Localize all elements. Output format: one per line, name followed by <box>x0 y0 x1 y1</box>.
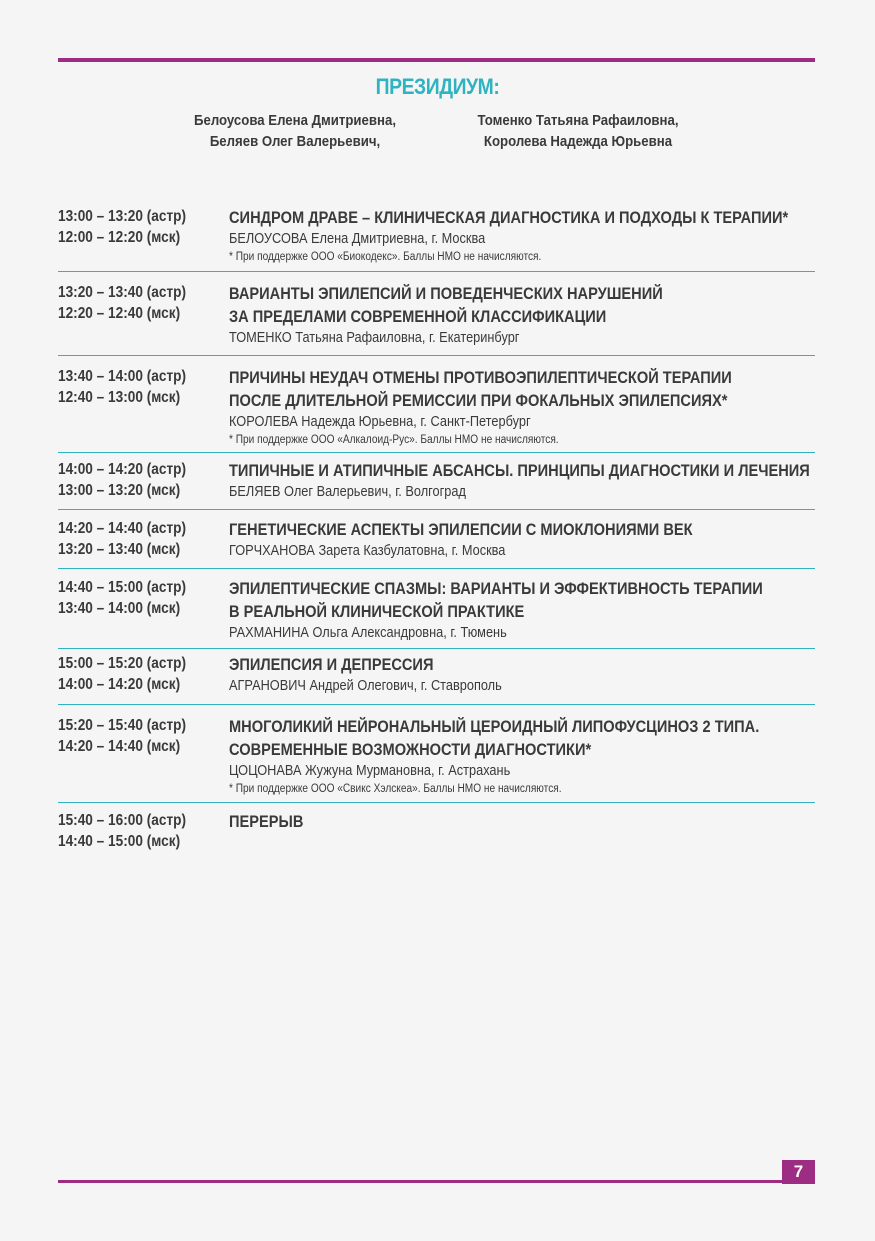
presidium-left-column <box>160 110 430 152</box>
talk-title: ЭПИЛЕПТИЧЕСКИЕ СПАЗМЫ: ВАРИАНТЫ И ЭФФЕКТИВНОСТЬ ТЕРАПИИ <box>229 579 763 598</box>
time-astrakhan: 13:20 – 13:40 (астр) <box>58 284 186 301</box>
page-number: 7 <box>782 1160 815 1184</box>
program-session <box>58 512 815 569</box>
talk-title: МНОГОЛИКИЙ НЕЙРОНАЛЬНЫЙ ЦЕРОИДНЫЙ ЛИПОФУСЦИНОЗ 2 ТИПА. <box>229 717 760 736</box>
time-moscow: 12:20 – 12:40 (мск) <box>58 305 181 322</box>
session-times <box>58 715 203 757</box>
time-moscow: 12:00 – 12:20 (мск) <box>58 229 181 246</box>
sponsor-note: * При поддержке ООО «Алкалоид-Рус». Баллы НМО не начисляются. <box>229 434 559 446</box>
time-astrakhan: 13:40 – 14:00 (астр) <box>58 368 186 385</box>
session-details <box>229 577 829 643</box>
program-session <box>58 804 815 864</box>
presidium-right-column <box>440 110 716 152</box>
time-astrakhan: 15:40 – 16:00 (астр) <box>58 812 186 829</box>
session-details <box>229 206 829 266</box>
session-times <box>58 577 203 619</box>
program-session <box>58 647 815 705</box>
session-details <box>229 715 829 798</box>
talk-title: В РЕАЛЬНОЙ КЛИНИЧЕСКОЙ ПРАКТИКЕ <box>229 602 525 621</box>
program-session <box>58 709 815 803</box>
talk-title: ГЕНЕТИЧЕСКИЕ АСПЕКТЫ ЭПИЛЕПСИИ С МИОКЛОНИЯМИ ВЕК <box>229 520 693 539</box>
presidium-member: Белоусова Елена Дмитриевна, <box>193 112 396 129</box>
time-moscow: 13:00 – 13:20 (мск) <box>58 482 181 499</box>
sponsor-note: * При поддержке ООО «Биокодекс». Баллы НМО не начисляются. <box>229 251 542 263</box>
session-times <box>58 282 203 324</box>
presidium-member: Королева Надежда Юрьевна <box>483 133 673 150</box>
time-astrakhan: 15:00 – 15:20 (астр) <box>58 655 186 672</box>
presidium-title: ПРЕЗИДИУМ: <box>375 74 500 99</box>
time-moscow: 13:40 – 14:00 (мск) <box>58 600 181 617</box>
time-astrakhan: 13:00 – 13:20 (астр) <box>58 208 186 225</box>
session-times <box>58 206 203 248</box>
talk-title: ВАРИАНТЫ ЭПИЛЕПСИЙ И ПОВЕДЕНЧЕСКИХ НАРУШЕНИЙ <box>229 284 663 303</box>
time-astrakhan: 14:00 – 14:20 (астр) <box>58 461 186 478</box>
session-times <box>58 518 203 560</box>
talk-title: ТИПИЧНЫЕ И АТИПИЧНЫЕ АБСАНСЫ. ПРИНЦИПЫ ДИАГНОСТИКИ И ЛЕЧЕНИЯ <box>229 461 810 480</box>
time-moscow: 14:00 – 14:20 (мск) <box>58 676 181 693</box>
talk-title: ПОСЛЕ ДЛИТЕЛЬНОЙ РЕМИССИИ ПРИ ФОКАЛЬНЫХ ЭПИЛЕПСИЯХ* <box>229 391 728 410</box>
session-times <box>58 366 203 408</box>
time-moscow: 14:40 – 15:00 (мск) <box>58 833 181 850</box>
time-astrakhan: 14:20 – 14:40 (астр) <box>58 520 186 537</box>
program-session <box>58 453 815 510</box>
session-details <box>229 459 829 502</box>
session-details <box>229 653 829 696</box>
program-session <box>58 276 815 356</box>
talk-title: СИНДРОМ ДРАВЕ – КЛИНИЧЕСКАЯ ДИАГНОСТИКА И ПОДХОДЫ К ТЕРАПИИ* <box>229 208 789 227</box>
bottom-divider <box>58 1180 815 1183</box>
session-details <box>229 810 829 833</box>
session-times <box>58 653 203 695</box>
speaker-name: ТОМЕНКО Татьяна Рафаиловна, г. Екатеринбург <box>229 330 520 346</box>
talk-title: ЗА ПРЕДЕЛАМИ СОВРЕМЕННОЙ КЛАССИФИКАЦИИ <box>229 307 607 326</box>
speaker-name: БЕЛОУСОВА Елена Дмитриевна, г. Москва <box>229 231 486 247</box>
speaker-name: РАХМАНИНА Ольга Александровна, г. Тюмень <box>229 625 507 641</box>
program-session <box>58 571 815 649</box>
time-astrakhan: 15:20 – 15:40 (астр) <box>58 717 186 734</box>
session-times <box>58 459 203 501</box>
top-divider <box>58 58 815 62</box>
time-astrakhan: 14:40 – 15:00 (астр) <box>58 579 186 596</box>
talk-title: ПЕРЕРЫВ <box>229 812 304 831</box>
program-session <box>58 360 815 453</box>
talk-title: ЭПИЛЕПСИЯ И ДЕПРЕССИЯ <box>229 655 434 674</box>
presidium-member: Беляев Олег Валерьевич, <box>209 133 381 150</box>
time-moscow: 12:40 – 13:00 (мск) <box>58 389 181 406</box>
presidium-member: Томенко Татьяна Рафаиловна, <box>477 112 679 129</box>
talk-title: ПРИЧИНЫ НЕУДАЧ ОТМЕНЫ ПРОТИВОЭПИЛЕПТИЧЕСКОЙ ТЕРАПИИ <box>229 368 732 387</box>
sponsor-note: * При поддержке ООО «Свикс Хэлскеа». Баллы НМО не начисляются. <box>229 783 562 795</box>
program-session <box>58 200 815 272</box>
session-times <box>58 810 203 852</box>
speaker-name: БЕЛЯЕВ Олег Валерьевич, г. Волгоград <box>229 484 466 500</box>
talk-title: СОВРЕМЕННЫЕ ВОЗМОЖНОСТИ ДИАГНОСТИКИ* <box>229 740 592 759</box>
session-details <box>229 282 829 348</box>
time-moscow: 14:20 – 14:40 (мск) <box>58 738 181 755</box>
speaker-name: КОРОЛЕВА Надежда Юрьевна, г. Санкт-Петербург <box>229 414 531 430</box>
session-details <box>229 518 829 561</box>
speaker-name: АГРАНОВИЧ Андрей Олегович, г. Ставрополь <box>229 678 502 694</box>
speaker-name: ЦОЦОНАВА Жужуна Мурмановна, г. Астрахань <box>229 763 511 779</box>
speaker-name: ГОРЧХАНОВА Зарета Казбулатовна, г. Москва <box>229 543 506 559</box>
time-moscow: 13:20 – 13:40 (мск) <box>58 541 181 558</box>
session-details <box>229 366 829 449</box>
